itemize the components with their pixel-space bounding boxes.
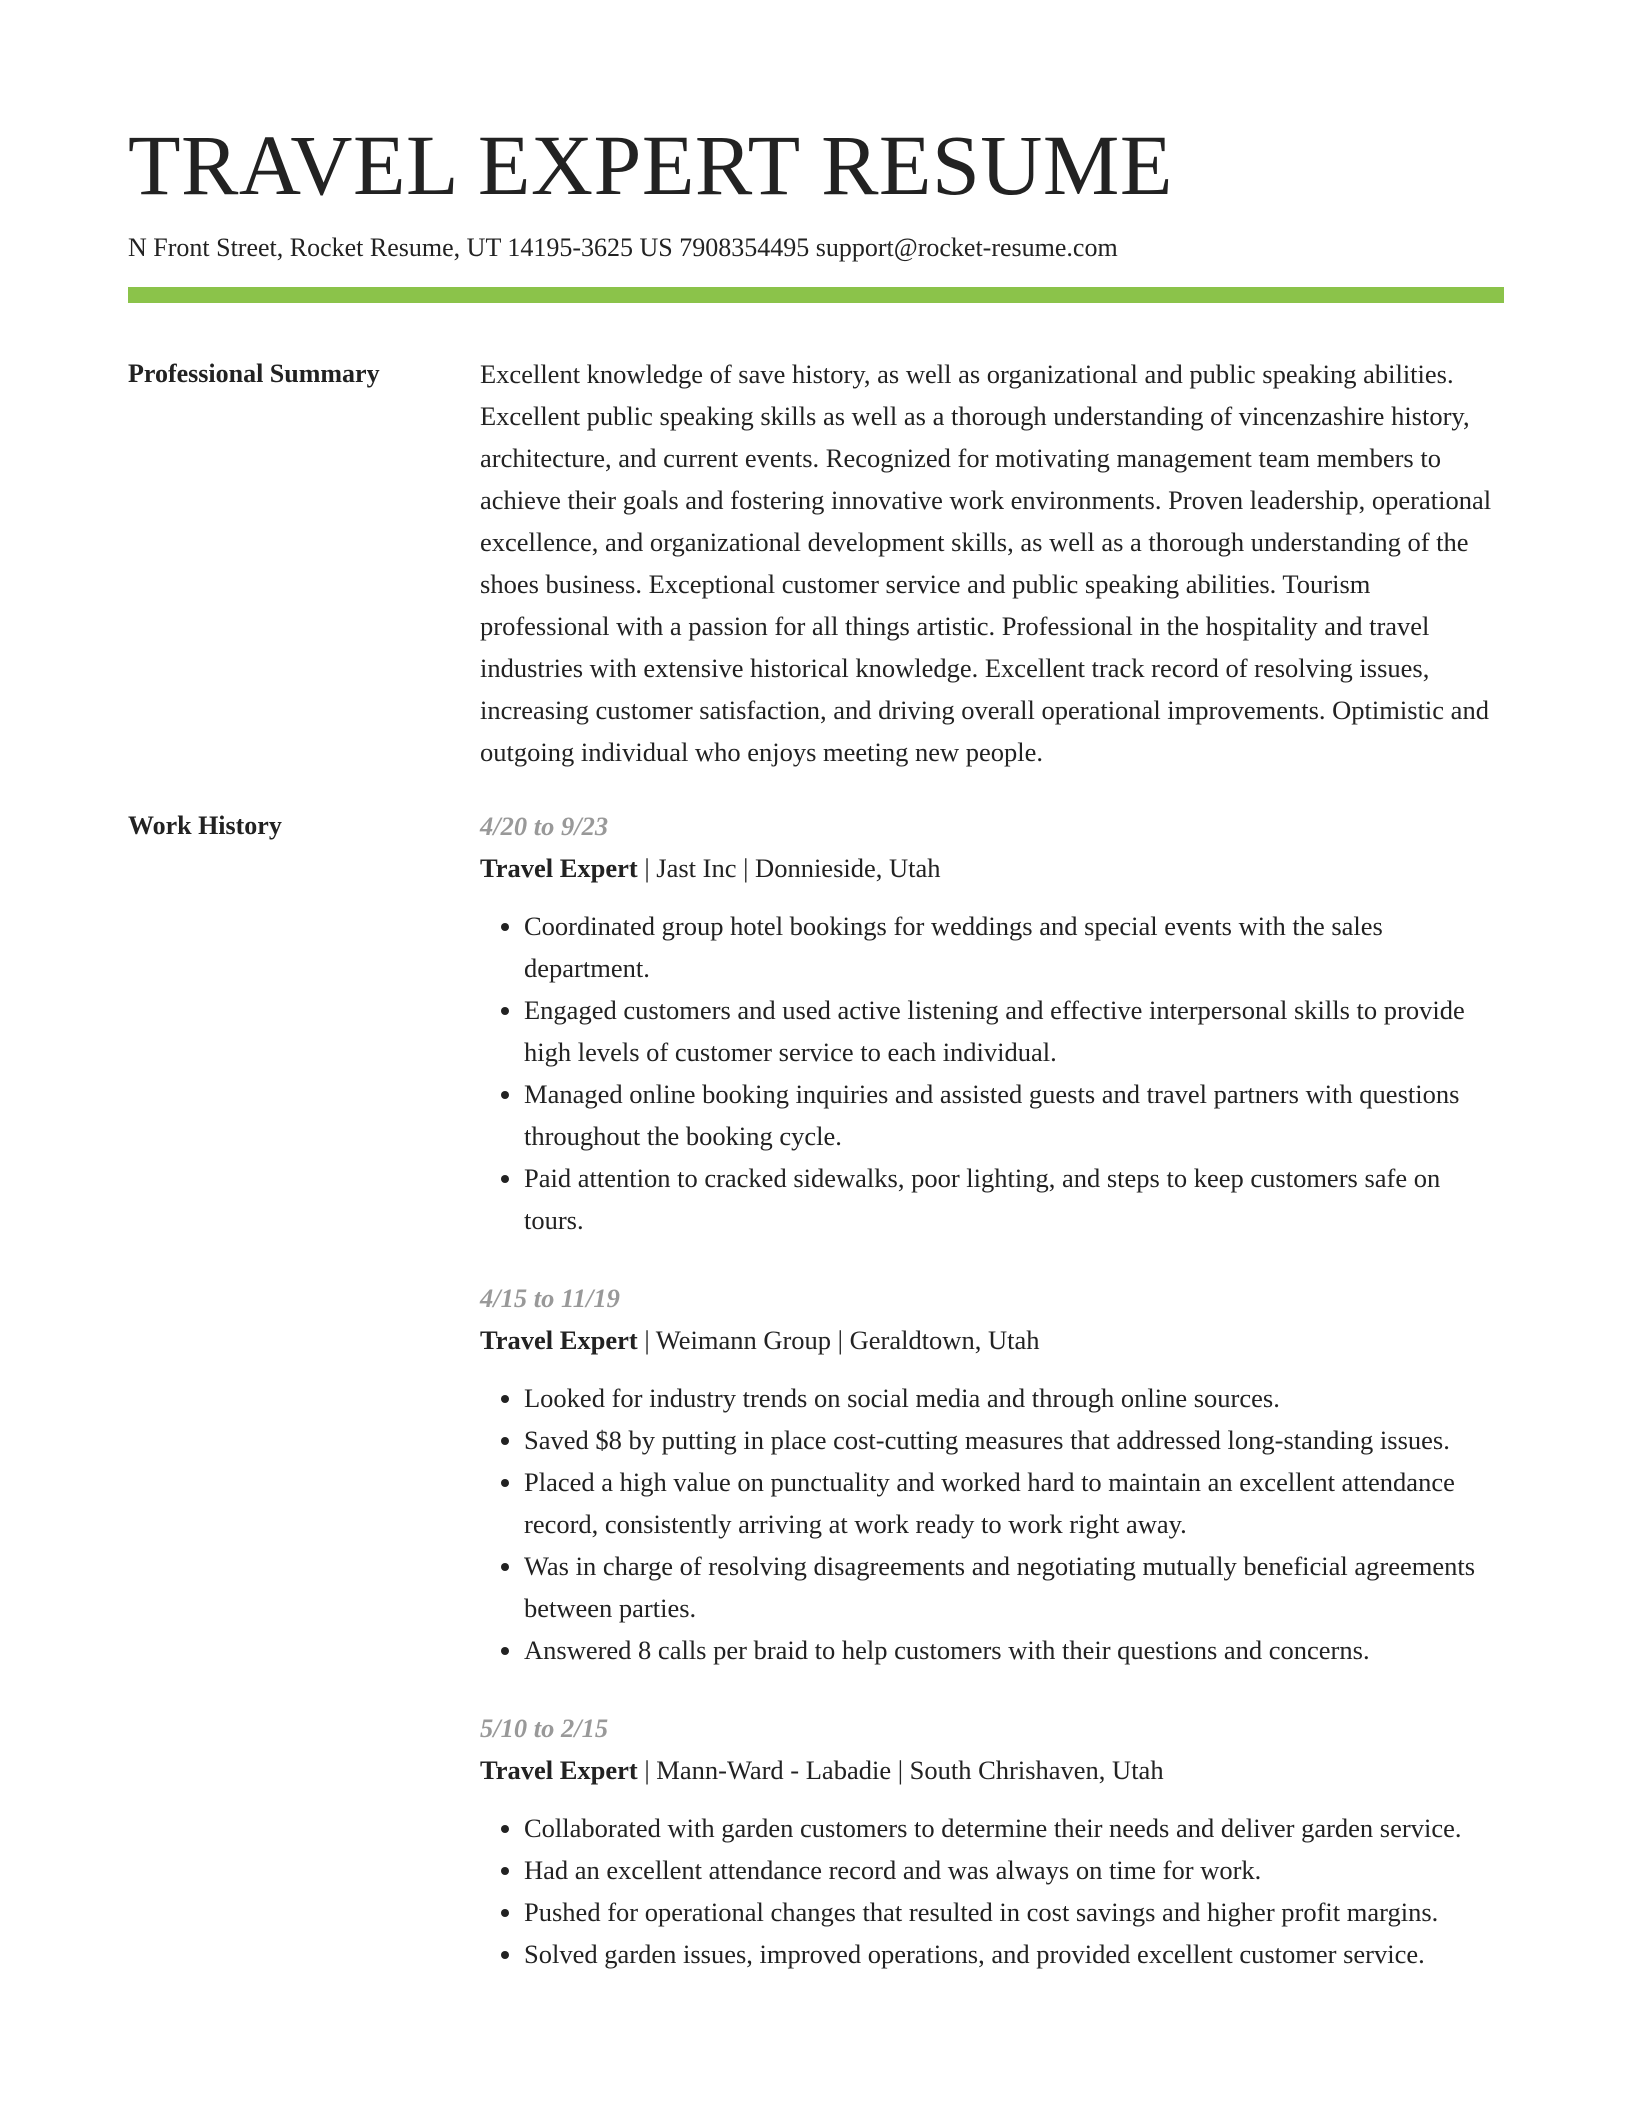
job-bullet-list	[480, 905, 1504, 1241]
job-details: | Mann-Ward - Labadie | South Chrishaven, Utah	[637, 1754, 1164, 1785]
job-bullet: • Had an excellent attendance record and was always on time for work.	[524, 1849, 1504, 1891]
job-bullet: • Managed online booking inquiries and assisted guests and travel partners with questions throughout the booking cycle.	[524, 1073, 1504, 1157]
section-label-professional-summary: Professional Summary	[128, 358, 380, 388]
job-bullet-list	[480, 1807, 1504, 1975]
job-bullet: • Collaborated with garden customers to determine their needs and deliver garden service.	[524, 1807, 1504, 1849]
job-title-line	[480, 847, 1504, 889]
job-title: Travel Expert	[480, 852, 638, 883]
job-dates: 4/15 to 11/19	[480, 1282, 620, 1313]
job-bullet: • Saved $8 by putting in place cost-cutting measures that addressed long-standing issues.	[524, 1419, 1504, 1461]
job-bullet-list	[480, 1377, 1504, 1671]
job-bullet: • Engaged customers and used active listening and effective interpersonal skills to provide high levels of customer service to each individual.	[524, 989, 1504, 1073]
job-title-line	[480, 1749, 1504, 1791]
job-entry-2	[480, 1277, 1504, 1671]
job-title: Travel Expert	[480, 1754, 638, 1785]
resume-title: TRAVEL EXPERT RESUME	[128, 117, 1173, 213]
job-bullet: • Looked for industry trends on social media and through online sources.	[524, 1377, 1504, 1419]
job-dates: 4/20 to 9/23	[480, 810, 609, 841]
section-label-work-history: Work History	[128, 810, 282, 840]
summary-body	[480, 353, 1504, 773]
work-history-body	[480, 805, 1504, 2011]
professional-summary-section	[128, 353, 1504, 773]
job-details: | Jast Inc | Donnieside, Utah	[637, 852, 941, 883]
job-entry-3	[480, 1707, 1504, 1975]
job-title: Travel Expert	[480, 1324, 638, 1355]
job-bullet: • Answered 8 calls per braid to help customers with their questions and concerns.	[524, 1629, 1504, 1671]
job-bullet: • Paid attention to cracked sidewalks, poor lighting, and steps to keep customers safe on tours.	[524, 1157, 1504, 1241]
job-bullet: • Was in charge of resolving disagreements and negotiating mutually beneficial agreements between parties.	[524, 1545, 1504, 1629]
work-history-section	[128, 805, 1504, 2011]
summary-text: Excellent knowledge of save history, as well as organizational and public speaking abilities. Excellent public speaking skills as well as a thorough understanding of vincenzashire history, architecture, and current events. Recognized for motivating management team members to achieve their goals and fostering innovative work environments. Proven leadership, operational excellence, and organizational development skills, as well as a thorough understanding of the shoes business. Exceptional customer service and public speaking abilities. Tourism professional with a passion for all things artistic. Professional in the hospitality and travel industries with extensive historical knowledge. Excellent track record of resolving issues, increasing customer satisfaction, and driving overall operational improvements. Optimistic and outgoing individual who enjoys meeting new people.	[480, 358, 1492, 767]
job-bullet: • Placed a high value on punctuality and worked hard to maintain an excellent attendance record, consistently arriving at work ready to work right away.	[524, 1461, 1504, 1545]
accent-divider	[128, 287, 1504, 303]
job-bullet: • Pushed for operational changes that resulted in cost savings and higher profit margins.	[524, 1891, 1504, 1933]
job-bullet: • Solved garden issues, improved operations, and provided excellent customer service.	[524, 1933, 1504, 1975]
contact-line: N Front Street, Rocket Resume, UT 14195-3625 US 7908354495 support@rocket-resume.com	[128, 233, 1118, 262]
job-dates: 5/10 to 2/15	[480, 1712, 609, 1743]
job-bullet: • Coordinated group hotel bookings for weddings and special events with the sales department.	[524, 905, 1504, 989]
job-details: | Weimann Group | Geraldtown, Utah	[637, 1324, 1040, 1355]
job-title-line	[480, 1319, 1504, 1361]
job-entry-1	[480, 805, 1504, 1241]
